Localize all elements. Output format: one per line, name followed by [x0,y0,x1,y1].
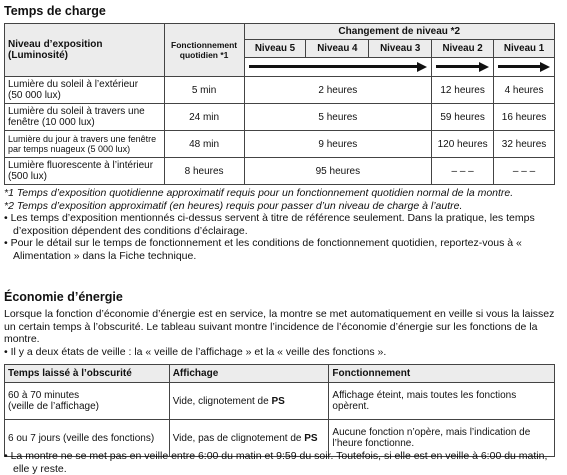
power-saving-table [4,364,555,457]
daily-time: 48 min [164,131,244,158]
level-1-time: 32 heures [494,131,555,158]
operation-state: Affichage éteint, mais toutes les fonctions opèrent. [329,383,555,420]
section-title-charge-time: Temps de charge [4,4,106,18]
power-saving-text [4,308,560,358]
header-level-5: Niveau 5 [244,40,306,58]
arrow-cell-543 [244,58,432,77]
arrow-cell-1 [494,58,555,77]
header-operation: Fonctionnement [329,365,555,383]
header-daily: Fonctionnement quotidien *1 [164,24,244,77]
level-1-time: 16 heures [494,104,555,131]
level-2-time: 120 heures [432,131,494,158]
table-row [5,131,555,158]
level-543-time: 5 heures [244,104,432,131]
footnote-1: *1 Temps d’exposition quotidienne approximatif requis pour un fonctionnement quotidien normal de la montre. [4,187,514,199]
charge-notes [4,187,560,262]
ps-indicator: PS [304,432,318,444]
header-time-dark: Temps laissé à l’obscurité [5,365,170,383]
charge-time-table [4,23,555,185]
level-543-time: 95 heures [244,158,432,185]
note-bullet-1: • Les temps d’exposition mentionnés ci-dessus servent à titre de référence seulement. Dans la pratique, les temps d’exposition dépendent des conditions d’éclairage. [4,212,535,237]
display-state: Vide, pas de clignotement de PS [169,420,329,457]
exposure-condition: Lumière du soleil à travers une fenêtre (10 000 lux) [5,104,165,131]
header-level-change: Changement de niveau *2 [244,24,554,40]
daily-time: 24 min [164,104,244,131]
header-level-3: Niveau 3 [369,40,432,58]
power-saving-bullet: • Il y a deux états de veille : la « veille de l’affichage » et la « veille des fonctions ». [4,345,387,358]
header-exposure: Niveau d’exposition (Luminosité) [5,24,165,77]
arrow-cell-2 [432,58,494,77]
table-row [5,158,555,185]
exposure-condition: Lumière fluorescente à l’intérieur (500 lux) [5,158,165,185]
header-level-1: Niveau 1 [494,40,555,58]
note-bullet-2: • Pour le détail sur le temps de fonctionnement et les conditions de fonctionnement quotidien, reportez-vous à « Alimentation » dans la Fiche technique. [4,237,522,262]
right-arrow-icon [249,62,428,72]
daily-time: 5 min [164,77,244,104]
time-in-dark: 6 ou 7 jours (veille des fonctions) [5,420,170,457]
header-level-4: Niveau 4 [306,40,369,58]
time-in-dark: 60 à 70 minutes (veille de l’affichage) [5,383,170,420]
table-row [5,77,555,104]
level-543-time: 9 heures [244,131,432,158]
footer-note: • La montre ne se met pas en veille entre 6:00 du matin et 9:59 du soir. Toutefois, si elle est en veille à 6:00 du matin, elle y reste. [4,450,548,475]
header-level-2: Niveau 2 [432,40,494,58]
footnote-2: *2 Temps d’exposition approximatif (en heures) requis pour passer d’un niveau de charge à l’autre. [4,199,463,212]
daily-time: 8 heures [164,158,244,185]
table-row [5,383,555,420]
exposure-condition: Lumière du soleil à l’extérieur (50 000 lux) [5,77,165,104]
level-2-time: 12 heures [432,77,494,104]
power-saving-paragraph: Lorsque la fonction d’économie d’énergie est en service, la montre se met automatiquement en veille si vous la laissez un certain temps à l’obscurité. Le tableau suivant montre l’incidence de l’économie d’énergie sur les fonctions de la montre. [4,308,555,345]
table-row [5,104,555,131]
level-2-time: – – – [432,158,494,185]
right-arrow-icon [498,62,550,72]
operation-state: Aucune fonction n’opère, mais l’indication de l’heure fonctionne. [329,420,555,457]
level-1-time: 4 heures [494,77,555,104]
level-1-time: – – – [494,158,555,185]
level-2-time: 59 heures [432,104,494,131]
section-title-power-saving: Économie d’énergie [4,290,123,304]
ps-indicator: PS [271,395,285,407]
exposure-condition: Lumière du jour à travers une fenêtre par temps nuageux (5 000 lux) [5,131,165,158]
display-state: Vide, clignotement de PS [169,383,329,420]
level-543-time: 2 heures [244,77,432,104]
right-arrow-icon [436,62,489,72]
header-display: Affichage [169,365,329,383]
